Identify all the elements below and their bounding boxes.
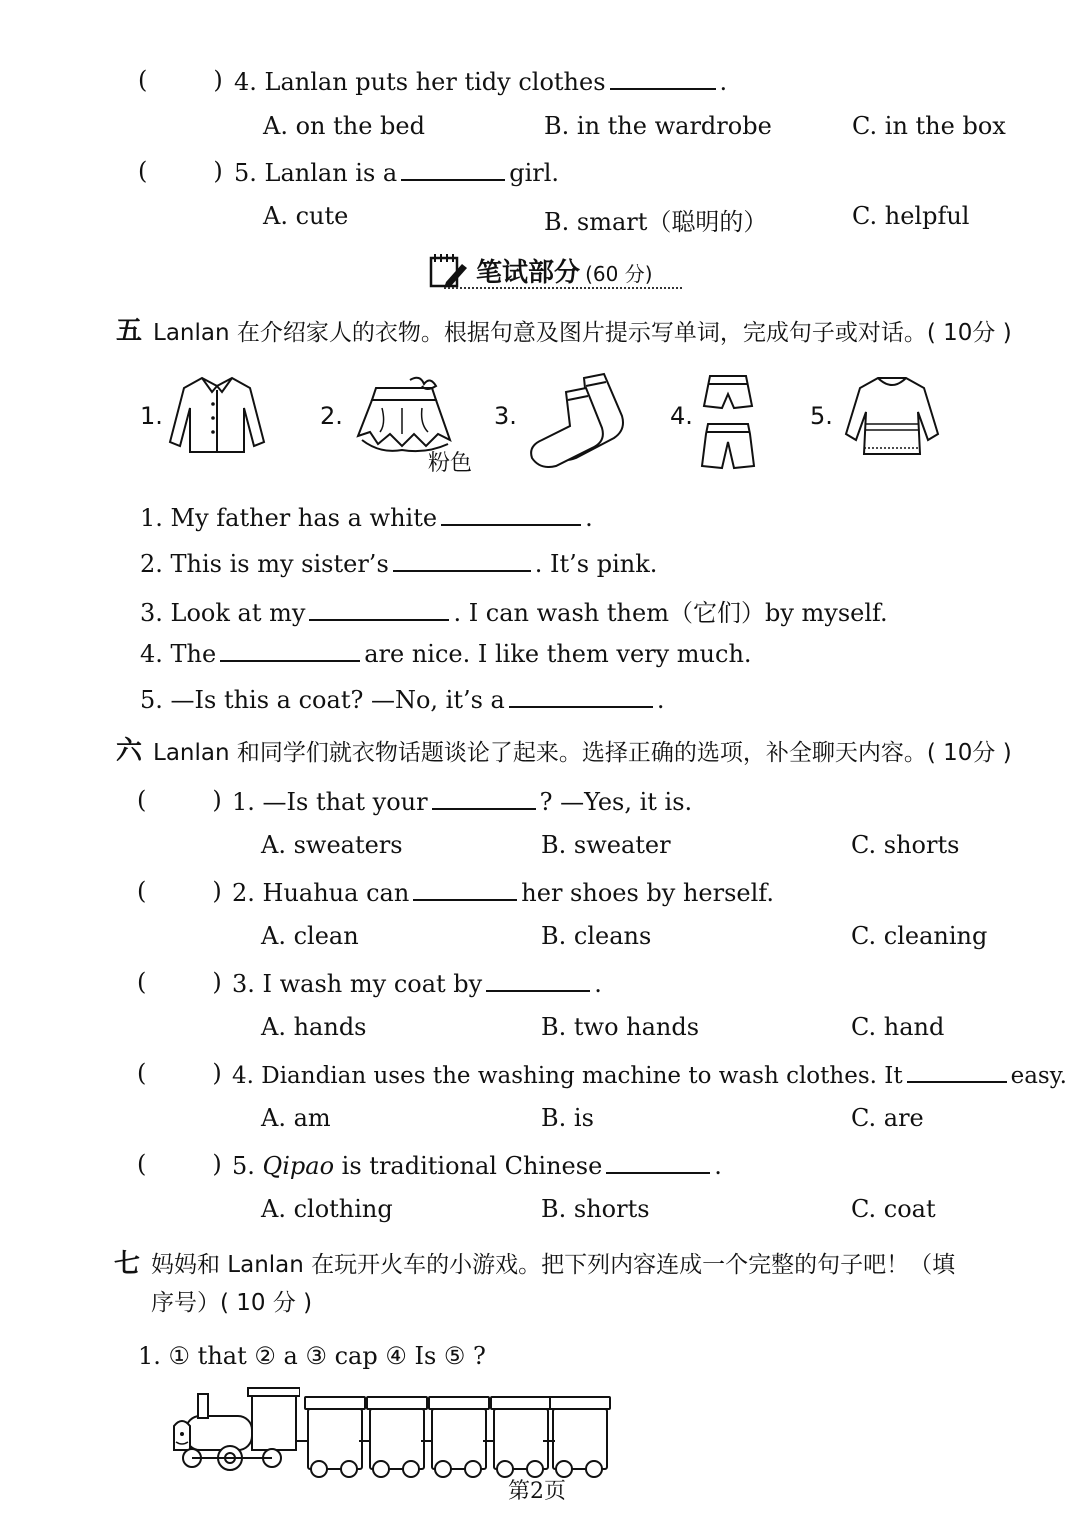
shirt-icon: [168, 372, 266, 454]
section-number-5: 五: [116, 316, 143, 346]
option-c[interactable]: C. shorts: [851, 831, 960, 859]
notebook-pencil-icon: [428, 252, 470, 290]
question-4: [234, 66, 727, 96]
sweater-icon: [844, 372, 940, 458]
sentence-end: . It’s pink.: [534, 550, 658, 578]
section-7-instruction-line1: 妈妈和 Lanlan 在玩开火车的小游戏。把下列内容连成一个完整的句子吧！（填: [151, 1252, 956, 1278]
question-text: 1. —Is that your: [232, 788, 428, 816]
wheel: [372, 1460, 390, 1478]
answer-blank[interactable]: [413, 877, 517, 901]
sentence-text: 3. Look at my: [140, 599, 306, 627]
answer-blank[interactable]: [220, 638, 360, 662]
paren-open: (: [138, 66, 148, 94]
paren-open: (: [138, 157, 148, 185]
italic-word: Qipao: [262, 1152, 335, 1180]
train-coupler: [543, 1440, 555, 1442]
written-part-score: (60 分): [585, 262, 653, 286]
answer-paren-q4[interactable]: ( ): [137, 1059, 222, 1087]
section-6-instruction: Lanlan 和同学们就衣物话题谈论了起来。选择正确的选项，补全聊天内容。( 10分 ): [153, 740, 1012, 766]
section-7-instruction-line2: 序号）( 10 分 ): [151, 1290, 313, 1316]
sentence-end: . I can wash them（它们）by myself.: [453, 599, 888, 627]
answer-paren-q5[interactable]: [138, 157, 223, 185]
option-b[interactable]: B. is: [541, 1104, 594, 1132]
question-end: girl.: [509, 159, 560, 187]
train-coupler: [421, 1440, 433, 1442]
picture-label-2: 2.: [320, 402, 343, 430]
question-text: is traditional Chinese: [341, 1152, 603, 1180]
pink-label: 粉色: [428, 451, 473, 476]
answer-blank[interactable]: [486, 968, 590, 992]
answer-blank[interactable]: [441, 502, 581, 526]
question-number: 5.: [232, 1152, 255, 1180]
sentence-text: 5. —Is this a coat? —No, it’s a: [140, 686, 505, 714]
question-text: 5. Lanlan is a: [234, 159, 398, 187]
sentence-end: .: [656, 686, 665, 714]
question-3: [232, 968, 602, 998]
question-5: [232, 1150, 722, 1180]
question-2: [232, 877, 774, 907]
section-number-7: 七: [114, 1249, 141, 1279]
answer-paren-q4[interactable]: [138, 66, 223, 94]
wheel: [402, 1460, 420, 1478]
question-end: .: [719, 68, 728, 96]
sentence-text: 2. This is my sister’s: [140, 550, 389, 578]
sentence-end: .: [585, 504, 593, 532]
option-b[interactable]: B. in the wardrobe: [544, 112, 772, 140]
question-text: 4. Diandian uses the washing machine to wash clothes. It: [232, 1063, 903, 1089]
option-a[interactable]: A. hands: [261, 1013, 367, 1041]
picture-label-3: 3.: [494, 402, 517, 430]
question-end: ? —Yes, it is.: [539, 788, 693, 816]
option-b[interactable]: B. sweater: [541, 831, 671, 859]
answer-paren-q5[interactable]: ( ): [137, 1150, 222, 1178]
section-number-6: 六: [116, 736, 143, 766]
question-end: easy.: [1010, 1063, 1067, 1089]
answer-blank[interactable]: [610, 66, 716, 90]
train-coupler: [483, 1440, 495, 1442]
question-4: [232, 1059, 1067, 1089]
question-end: her shoes by herself.: [521, 879, 774, 907]
option-a[interactable]: A. on the bed: [263, 112, 425, 140]
option-a[interactable]: A. clothing: [261, 1195, 393, 1223]
question-text: 2. Huahua can: [232, 879, 410, 907]
train-engine-icon: [168, 1386, 300, 1472]
header-underline: [444, 287, 682, 289]
picture-label-1: 1.: [140, 402, 163, 430]
answer-blank[interactable]: [393, 548, 531, 572]
shorts-icon: [700, 372, 756, 470]
page-number: 第2页: [508, 1479, 566, 1504]
option-b[interactable]: B. shorts: [541, 1195, 650, 1223]
paren-close: ): [213, 157, 223, 185]
option-b[interactable]: B. two hands: [541, 1013, 700, 1041]
section-5-instruction: Lanlan 在介绍家人的衣物。根据句意及图片提示写单词，完成句子或对话。( 10分 ): [153, 320, 1012, 346]
option-b[interactable]: B. cleans: [541, 922, 652, 950]
answer-blank[interactable]: [432, 786, 536, 810]
picture-label-5: 5.: [810, 402, 833, 430]
question-1: [232, 786, 692, 816]
answer-blank[interactable]: [509, 684, 653, 708]
sentence-end: are nice. I like them very much.: [364, 640, 752, 668]
answer-paren-q2[interactable]: ( ): [137, 877, 222, 905]
option-c[interactable]: C. in the box: [852, 112, 1006, 140]
written-part-title: 笔试部分: [476, 258, 581, 288]
sentence-2: [140, 548, 657, 578]
sentence-1: [140, 502, 593, 532]
wheel: [434, 1460, 452, 1478]
sentence-4: [140, 638, 752, 668]
written-part-header: [476, 252, 653, 289]
wheel: [310, 1460, 328, 1478]
picture-label-4: 4.: [670, 402, 693, 430]
option-a[interactable]: A. cute: [263, 202, 349, 230]
sentence-5: [140, 684, 665, 714]
train-coupler: [296, 1440, 308, 1442]
answer-blank[interactable]: [309, 597, 449, 621]
wheel: [464, 1460, 482, 1478]
answer-blank[interactable]: [907, 1059, 1007, 1083]
answer-paren-q1[interactable]: ( ): [137, 786, 222, 814]
question-end: .: [594, 970, 602, 998]
train-coupler: [359, 1440, 371, 1442]
option-a[interactable]: A. clean: [261, 922, 359, 950]
option-c[interactable]: C. cleaning: [851, 922, 988, 950]
wheel: [585, 1460, 603, 1478]
option-a[interactable]: A. sweaters: [261, 831, 403, 859]
question-text: 4. Lanlan puts her tidy clothes: [234, 68, 606, 96]
option-c[interactable]: C. are: [851, 1104, 924, 1132]
option-b[interactable]: B. smart（聪明的）: [544, 208, 768, 236]
answer-blank[interactable]: [606, 1150, 710, 1174]
question-text: 3. I wash my coat by: [232, 970, 483, 998]
sentence-text: 1. My father has a white: [140, 504, 438, 532]
sentence-3: [140, 593, 888, 628]
option-a[interactable]: A. am: [261, 1104, 331, 1132]
option-c[interactable]: C. helpful: [852, 202, 970, 230]
option-c[interactable]: C. hand: [851, 1013, 945, 1041]
answer-paren-q3[interactable]: ( ): [137, 968, 222, 996]
question-end: .: [714, 1152, 722, 1180]
train-question-1: 1. ① that ② a ③ cap ④ Is ⑤ ?: [138, 1342, 486, 1370]
wheel: [340, 1460, 358, 1478]
option-c[interactable]: C. coat: [851, 1195, 936, 1223]
question-5: [234, 157, 559, 187]
answer-blank[interactable]: [401, 157, 505, 181]
socks-icon: [526, 372, 628, 468]
sentence-text: 4. The: [140, 640, 217, 668]
paren-close: ): [213, 66, 223, 94]
